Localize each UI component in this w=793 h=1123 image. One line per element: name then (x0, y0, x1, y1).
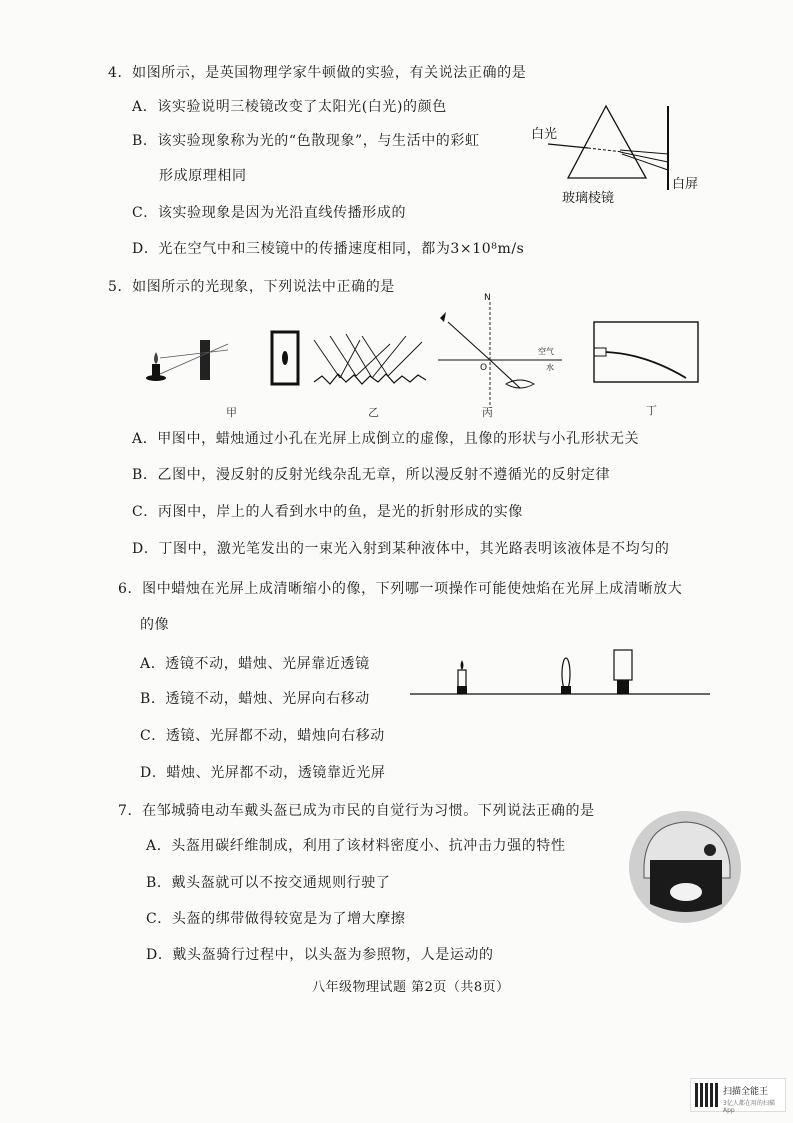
question-7-stem: 7．在邹城骑电动车戴头盔已成为市民的自觉行为习惯。下列说法正确的是 (118, 803, 595, 819)
question-6-option-c: C．透镜、光屏都不动，蜡烛向右移动 (140, 728, 385, 744)
point-o-label: O (480, 363, 488, 373)
page-footer: 八年级物理试题 第2页（共8页） (312, 980, 510, 995)
figure-jia (140, 330, 310, 420)
glass-prism (568, 106, 646, 178)
question-5-option-c: C．丙图中，岸上的人看到水中的鱼，是光的折射形成的实像 (132, 504, 523, 520)
question-4-option-c: C．该实验现象是因为光沿直线传播形成的 (132, 205, 407, 221)
helmet-photo (626, 808, 744, 926)
bench-candle (458, 670, 466, 688)
question-5-option-d: D．丁图中，激光笔发出的一束光入射到某种液体中，其光路表明该液体是不均匀的 (132, 541, 670, 557)
question-7-option-c: C．头盔的绑带做得较宽是为了增大摩擦 (146, 911, 406, 927)
convex-lens (562, 658, 570, 690)
prism-label: 玻璃棱镜 (562, 191, 615, 206)
figure-yi (310, 330, 430, 420)
figure-bing-label: 丙 (482, 406, 493, 419)
figure-jia-label: 甲 (226, 406, 237, 419)
qr-code-icon (695, 1083, 719, 1107)
question-6-option-d: D．蜡烛、光屏都不动，透镜靠近光屏 (140, 765, 386, 781)
question-7-option-b: B．戴头盔就可以不按交通规则行驶了 (146, 875, 391, 891)
question-4-option-a: A．该实验说明三棱镜改变了太阳光(白光)的颜色 (132, 99, 447, 115)
air-label: 空气 (538, 347, 554, 356)
question-5-stem: 5．如图所示的光现象，下列说法中正确的是 (108, 279, 395, 295)
scanner-badge (690, 1078, 786, 1112)
question-5-option-b: B．乙图中，漫反射的反射光线杂乱无章，所以漫反射不遵循光的反射定律 (132, 467, 611, 483)
white-screen-label: 白屏 (672, 177, 699, 192)
figure-bing (430, 292, 570, 420)
bench-screen (614, 650, 632, 680)
white-light-ray (548, 144, 588, 148)
question-5-option-a: A．甲图中，蜡烛通过小孔在光屏上成倒立的虚像，且像的形状与小孔形状无关 (132, 431, 640, 447)
water-label: 水 (546, 363, 554, 372)
dispersed-ray (622, 154, 668, 170)
question-4-option-d: D．光在空气中和三棱镜中的传播速度相同，都为3×10⁸m/s (132, 241, 525, 257)
rough-surface (314, 374, 426, 384)
normal-label: N (484, 293, 491, 303)
question-6-stem-cont: 的像 (140, 617, 170, 633)
white-light-label: 白光 (531, 127, 558, 142)
optical-bench-figure (410, 642, 710, 702)
question-4-option-b: B．该实验现象称为光的“色散现象”，与生活中的彩虹 (132, 133, 480, 149)
scanner-app-name: 扫描全能王 (723, 1087, 769, 1097)
question-4-stem: 4．如图所示，是英国物理学家牛顿做的实验，有关说法正确的是 (108, 65, 527, 81)
figure-ding (586, 318, 706, 420)
question-6-option-a: A．透镜不动，蜡烛、光屏靠近透镜 (140, 656, 370, 672)
bent-light-path (606, 352, 686, 378)
prism-figure (528, 100, 708, 210)
question-6-option-b: B．透镜不动，蜡烛、光屏向右移动 (140, 691, 370, 707)
question-7-option-a: A．头盔用碳纤维制成，利用了该材料密度小、抗冲击力强的特性 (146, 838, 566, 854)
laser-pen (594, 348, 606, 356)
candle-flame (154, 352, 158, 364)
question-6-stem: 6．图中蜡烛在光屏上成清晰缩小的像，下列哪一项操作可能使烛焰在光屏上成清晰放大 (118, 581, 683, 597)
question-4-option-b-cont: 形成原理相同 (159, 168, 247, 184)
scanner-app-tagline: 3亿人都在用的扫描App (723, 1100, 775, 1114)
pinhole-board (200, 340, 210, 380)
question-7-option-d: D．戴头盔骑行过程中，以头盔为参照物，人是运动的 (146, 947, 494, 963)
figure-yi-label: 乙 (368, 406, 379, 419)
figure-ding-label: 丁 (646, 404, 657, 417)
